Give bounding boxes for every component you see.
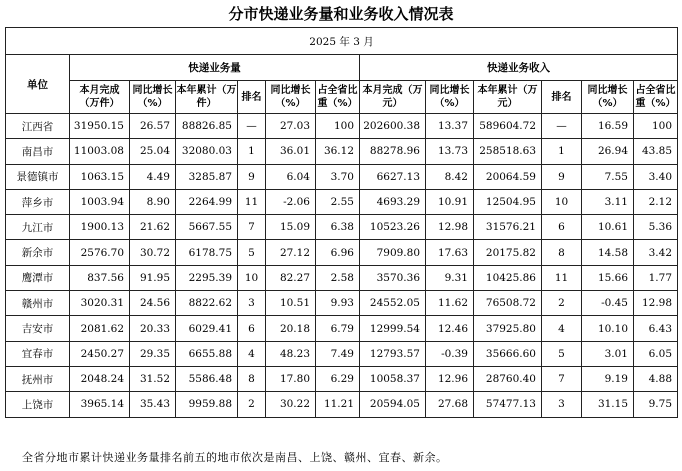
table-cell: 21.62 bbox=[130, 215, 176, 240]
table-cell: 100 bbox=[634, 114, 678, 139]
table-cell: 25.04 bbox=[130, 139, 176, 164]
table-cell: 20.18 bbox=[266, 316, 316, 341]
table-row bbox=[6, 114, 678, 139]
revenue-group-header: 快递业务收入 bbox=[360, 55, 678, 81]
table-cell: 31.15 bbox=[582, 392, 634, 417]
page-title: 分市快递业务量和业务收入情况表 bbox=[228, 5, 454, 23]
table-cell: 3.01 bbox=[582, 341, 634, 366]
region-name-cell: 新余市 bbox=[6, 240, 70, 265]
table-cell: 6.29 bbox=[316, 366, 360, 391]
table-cell: 37925.80 bbox=[474, 316, 542, 341]
table-cell: 43.85 bbox=[634, 139, 678, 164]
table-cell: 6.79 bbox=[316, 316, 360, 341]
table-cell: 6.43 bbox=[634, 316, 678, 341]
table-cell: 6 bbox=[542, 215, 582, 240]
table-cell: 12.98 bbox=[426, 215, 474, 240]
table-cell: 10.61 bbox=[582, 215, 634, 240]
region-name-cell: 上饶市 bbox=[6, 392, 70, 417]
table-cell: 6.96 bbox=[316, 240, 360, 265]
table-cell: 258518.63 bbox=[474, 139, 542, 164]
table-cell: 3020.31 bbox=[70, 291, 130, 316]
table-cell: 35.43 bbox=[130, 392, 176, 417]
table-cell: 589604.72 bbox=[474, 114, 542, 139]
table-cell: 9.19 bbox=[582, 366, 634, 391]
region-name-cell: 吉安市 bbox=[6, 316, 70, 341]
table-cell: 4.88 bbox=[634, 366, 678, 391]
table-cell: 10.51 bbox=[266, 291, 316, 316]
table-row bbox=[6, 316, 678, 341]
table-cell: 27.12 bbox=[266, 240, 316, 265]
table-cell: 10.10 bbox=[582, 316, 634, 341]
table-cell: 1 bbox=[238, 139, 266, 164]
table-cell: 4693.29 bbox=[360, 189, 426, 214]
table-cell: 5 bbox=[238, 240, 266, 265]
volume-month-header: 本月完成（万件） bbox=[70, 81, 130, 114]
table-cell: 2264.99 bbox=[176, 189, 238, 214]
table-cell: 11.21 bbox=[316, 392, 360, 417]
table-cell: 24552.05 bbox=[360, 291, 426, 316]
table-cell: 5667.55 bbox=[176, 215, 238, 240]
table-cell: 32080.03 bbox=[176, 139, 238, 164]
region-name-cell: 萍乡市 bbox=[6, 189, 70, 214]
table-cell: 2048.24 bbox=[70, 366, 130, 391]
volume-ytd-growth-header: 同比增长（%） bbox=[266, 81, 316, 114]
table-cell: 9959.88 bbox=[176, 392, 238, 417]
table-cell: 10523.26 bbox=[360, 215, 426, 240]
region-name-cell: 九江市 bbox=[6, 215, 70, 240]
table-cell: 10.91 bbox=[426, 189, 474, 214]
table-cell: 7 bbox=[238, 215, 266, 240]
table-cell: 31.52 bbox=[130, 366, 176, 391]
table-row bbox=[6, 341, 678, 366]
table-cell: 30.72 bbox=[130, 240, 176, 265]
table-row bbox=[6, 291, 678, 316]
table-row bbox=[6, 392, 678, 417]
table-cell: 8.90 bbox=[130, 189, 176, 214]
table-cell: 24.56 bbox=[130, 291, 176, 316]
volume-ytd-header: 本年累计（万件） bbox=[176, 81, 238, 114]
table-cell: 17.63 bbox=[426, 240, 474, 265]
table-cell: 1.77 bbox=[634, 265, 678, 290]
table-cell: 1 bbox=[542, 139, 582, 164]
table-cell: 2 bbox=[238, 392, 266, 417]
table-cell: 2081.62 bbox=[70, 316, 130, 341]
table-cell: 11 bbox=[542, 265, 582, 290]
table-cell: 2.12 bbox=[634, 189, 678, 214]
table-cell: 5 bbox=[542, 341, 582, 366]
table-cell: 7.49 bbox=[316, 341, 360, 366]
table-cell: 9.75 bbox=[634, 392, 678, 417]
table-cell: 7909.80 bbox=[360, 240, 426, 265]
table-cell: 3.70 bbox=[316, 164, 360, 189]
volume-group-header: 快递业务量 bbox=[70, 55, 360, 81]
table-cell: 100 bbox=[316, 114, 360, 139]
table-cell: 13.73 bbox=[426, 139, 474, 164]
table-cell: 12504.95 bbox=[474, 189, 542, 214]
table-cell: 9 bbox=[542, 164, 582, 189]
report-date: 2025 年 3 月 bbox=[6, 28, 678, 55]
table-cell: 20.33 bbox=[130, 316, 176, 341]
table-cell: 3.11 bbox=[582, 189, 634, 214]
table-cell: -0.45 bbox=[582, 291, 634, 316]
table-cell: 9 bbox=[238, 164, 266, 189]
table-cell: 12.98 bbox=[634, 291, 678, 316]
sub-header-row bbox=[6, 81, 678, 114]
revenue-ytd-header: 本年累计（万元） bbox=[474, 81, 542, 114]
volume-rank-header: 排名 bbox=[238, 81, 266, 114]
table-cell: 30.22 bbox=[266, 392, 316, 417]
volume-month-growth-header: 同比增长（%） bbox=[130, 81, 176, 114]
table-cell: 29.35 bbox=[130, 341, 176, 366]
table-cell: 3570.36 bbox=[360, 265, 426, 290]
table-cell: 15.66 bbox=[582, 265, 634, 290]
table-cell: 3 bbox=[542, 392, 582, 417]
table-cell: 8.42 bbox=[426, 164, 474, 189]
footnote: 全省分地市累计快递业务量排名前五的地市依次是南昌、上饶、赣州、宜春、新余。 bbox=[22, 451, 448, 464]
table-cell: 27.68 bbox=[426, 392, 474, 417]
table-cell: 10 bbox=[542, 189, 582, 214]
region-name-cell: 鹰潭市 bbox=[6, 265, 70, 290]
table-cell: 6 bbox=[238, 316, 266, 341]
table-row bbox=[6, 240, 678, 265]
table-cell: 7.55 bbox=[582, 164, 634, 189]
table-cell: 2.55 bbox=[316, 189, 360, 214]
table-cell: 8 bbox=[542, 240, 582, 265]
table-cell: 10425.86 bbox=[474, 265, 542, 290]
table-cell: -2.06 bbox=[266, 189, 316, 214]
table-cell: 5586.48 bbox=[176, 366, 238, 391]
table-cell: 1900.13 bbox=[70, 215, 130, 240]
region-name-cell: 宜春市 bbox=[6, 341, 70, 366]
table-row bbox=[6, 215, 678, 240]
table-cell: 10058.37 bbox=[360, 366, 426, 391]
data-table bbox=[5, 27, 678, 418]
table-cell: 10 bbox=[238, 265, 266, 290]
table-cell: 3 bbox=[238, 291, 266, 316]
table-cell: 8 bbox=[238, 366, 266, 391]
volume-share-header: 占全省比重（%） bbox=[316, 81, 360, 114]
table-cell: 12.96 bbox=[426, 366, 474, 391]
table-cell: 6029.41 bbox=[176, 316, 238, 341]
region-name-cell: 抚州市 bbox=[6, 366, 70, 391]
table-cell: 3285.87 bbox=[176, 164, 238, 189]
revenue-month-growth-header: 同比增长（%） bbox=[426, 81, 474, 114]
table-cell: 36.12 bbox=[316, 139, 360, 164]
revenue-ytd-growth-header: 同比增长（%） bbox=[582, 81, 634, 114]
table-cell: 9.93 bbox=[316, 291, 360, 316]
table-cell: 2295.39 bbox=[176, 265, 238, 290]
table-cell: 20175.82 bbox=[474, 240, 542, 265]
table-cell: 12793.57 bbox=[360, 341, 426, 366]
table-cell: 4 bbox=[542, 316, 582, 341]
table-cell: 13.37 bbox=[426, 114, 474, 139]
table-cell: — bbox=[542, 114, 582, 139]
table-cell: 16.59 bbox=[582, 114, 634, 139]
table-cell: 8822.62 bbox=[176, 291, 238, 316]
table-cell: 76508.72 bbox=[474, 291, 542, 316]
table-cell: 4 bbox=[238, 341, 266, 366]
table-cell: 82.27 bbox=[266, 265, 316, 290]
table-cell: — bbox=[238, 114, 266, 139]
table-cell: 6655.88 bbox=[176, 341, 238, 366]
table-cell: 48.23 bbox=[266, 341, 316, 366]
region-name-cell: 南昌市 bbox=[6, 139, 70, 164]
table-cell: 2450.27 bbox=[70, 341, 130, 366]
table-cell: 15.09 bbox=[266, 215, 316, 240]
table-cell: 20064.59 bbox=[474, 164, 542, 189]
table-cell: 14.58 bbox=[582, 240, 634, 265]
table-cell: 11 bbox=[238, 189, 266, 214]
table-cell: 11003.08 bbox=[70, 139, 130, 164]
table-cell: 3965.14 bbox=[70, 392, 130, 417]
table-cell: 6178.75 bbox=[176, 240, 238, 265]
table-cell: 28760.40 bbox=[474, 366, 542, 391]
table-cell: 6.38 bbox=[316, 215, 360, 240]
table-cell: 1063.15 bbox=[70, 164, 130, 189]
table-cell: 17.80 bbox=[266, 366, 316, 391]
table-row bbox=[6, 366, 678, 391]
table-cell: 837.56 bbox=[70, 265, 130, 290]
table-cell: 6627.13 bbox=[360, 164, 426, 189]
revenue-month-header: 本月完成（万元） bbox=[360, 81, 426, 114]
table-cell: 26.94 bbox=[582, 139, 634, 164]
table-cell: 2576.70 bbox=[70, 240, 130, 265]
table-cell: 88278.96 bbox=[360, 139, 426, 164]
table-cell: 91.95 bbox=[130, 265, 176, 290]
table-row bbox=[6, 139, 678, 164]
table-cell: 3.40 bbox=[634, 164, 678, 189]
table-cell: 88826.85 bbox=[176, 114, 238, 139]
table-cell: 6.05 bbox=[634, 341, 678, 366]
table-cell: 6.04 bbox=[266, 164, 316, 189]
table-cell: 11.62 bbox=[426, 291, 474, 316]
table-cell: 1003.94 bbox=[70, 189, 130, 214]
table-cell: 3.42 bbox=[634, 240, 678, 265]
region-name-cell: 江西省 bbox=[6, 114, 70, 139]
table-cell: 26.57 bbox=[130, 114, 176, 139]
table-cell: 31950.15 bbox=[70, 114, 130, 139]
revenue-rank-header: 排名 bbox=[542, 81, 582, 114]
revenue-share-header: 占全省比重（%） bbox=[634, 81, 678, 114]
table-cell: 202600.38 bbox=[360, 114, 426, 139]
table-cell: 4.49 bbox=[130, 164, 176, 189]
table-row bbox=[6, 265, 678, 290]
table-cell: 36.01 bbox=[266, 139, 316, 164]
table-cell: 27.03 bbox=[266, 114, 316, 139]
table-cell: 7 bbox=[542, 366, 582, 391]
table-cell: 12999.54 bbox=[360, 316, 426, 341]
table-cell: 5.36 bbox=[634, 215, 678, 240]
table-body bbox=[6, 114, 678, 418]
table-cell: 12.46 bbox=[426, 316, 474, 341]
region-name-cell: 赣州市 bbox=[6, 291, 70, 316]
table-cell: 35666.60 bbox=[474, 341, 542, 366]
region-name-cell: 景德镇市 bbox=[6, 164, 70, 189]
table-cell: 9.31 bbox=[426, 265, 474, 290]
table-row bbox=[6, 164, 678, 189]
table-cell: 31576.21 bbox=[474, 215, 542, 240]
table-row bbox=[6, 189, 678, 214]
table-cell: 20594.05 bbox=[360, 392, 426, 417]
table-cell: 2.58 bbox=[316, 265, 360, 290]
table-cell: -0.39 bbox=[426, 341, 474, 366]
unit-header: 单位 bbox=[6, 55, 70, 114]
table-cell: 57477.13 bbox=[474, 392, 542, 417]
table-cell: 2 bbox=[542, 291, 582, 316]
